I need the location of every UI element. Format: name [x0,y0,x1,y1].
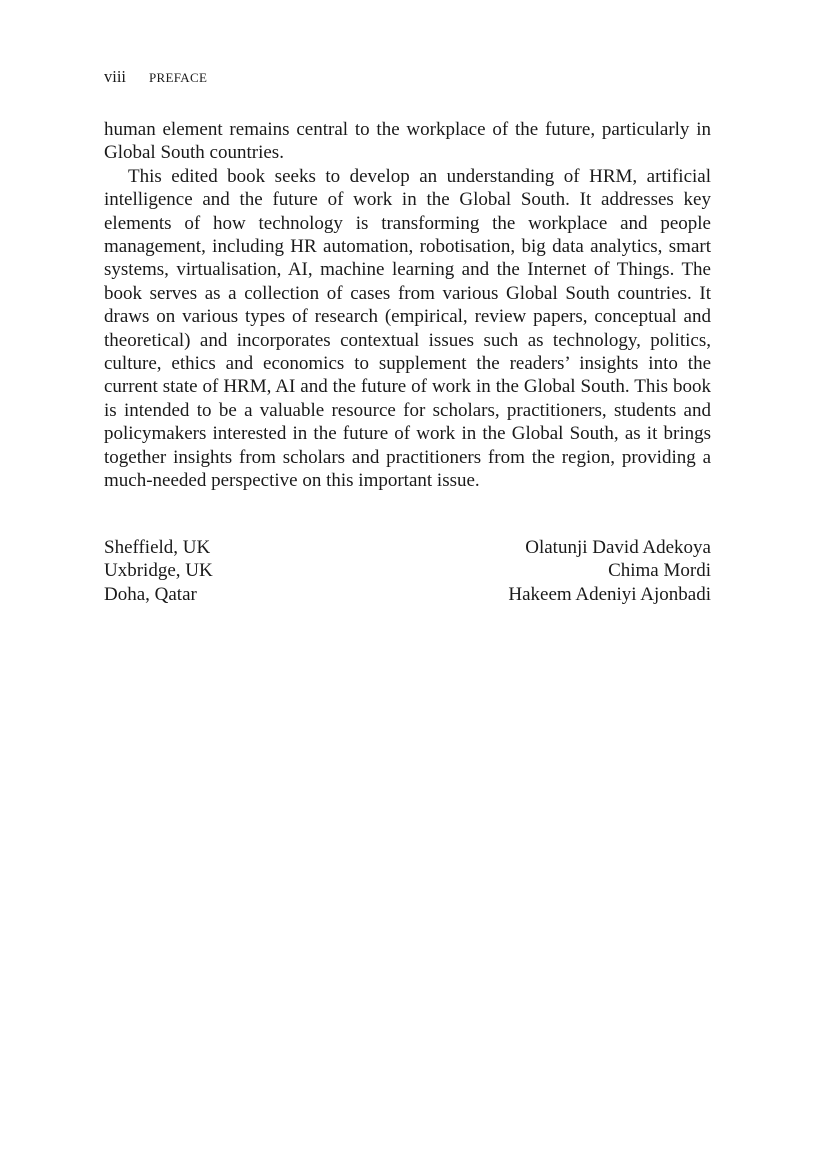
signature-location: Doha, Qatar [104,583,197,605]
signature-block [104,536,711,606]
signature-row [104,559,711,582]
signature-name: Chima Mordi [608,560,711,582]
signature-name: Olatunji David Adekoya [525,537,711,558]
signature-location: Sheffield, UK [104,537,211,558]
signature-name: Hakeem Adeniyi Ajonbadi [508,583,711,605]
running-head [104,66,207,89]
signature-row [104,536,711,559]
paragraph-main: This edited book seeks to develop an understanding of HRM, artificial intelligence and the future of work in the Global South. It addresses key elements of how technology is transforming the workplace and people management, including HR automation, robotisation, big data analytics, smart systems, virtualisation, AI, machine learning and the Internet of Things. The book serves as a collection of cases from various Global South countries. It draws on various types of research (empirical, review papers, conceptual and theoretical) and incorporates contextual issues such as technology, politics, culture, ethics and economics to supplement the readers’ insights into the current state of HRM, AI and the future of work in the Global South. This book is intended to be a valuable resource for scholars, practitioners, students and policymakers interested in the future of work in the Global South, as it brings together insights from scholars and practitioners from the region, providing a much-needed perspective on this important issue. [104,165,711,492]
signature-row [104,583,711,606]
signature-location: Uxbridge, UK [104,560,213,582]
preface-text [104,118,711,493]
paragraph-continuation: human element remains central to the workplace of the future, particularly in Global South countries. [104,119,711,164]
section-title: PREFACE [149,70,208,85]
page-number: viii [104,67,127,86]
